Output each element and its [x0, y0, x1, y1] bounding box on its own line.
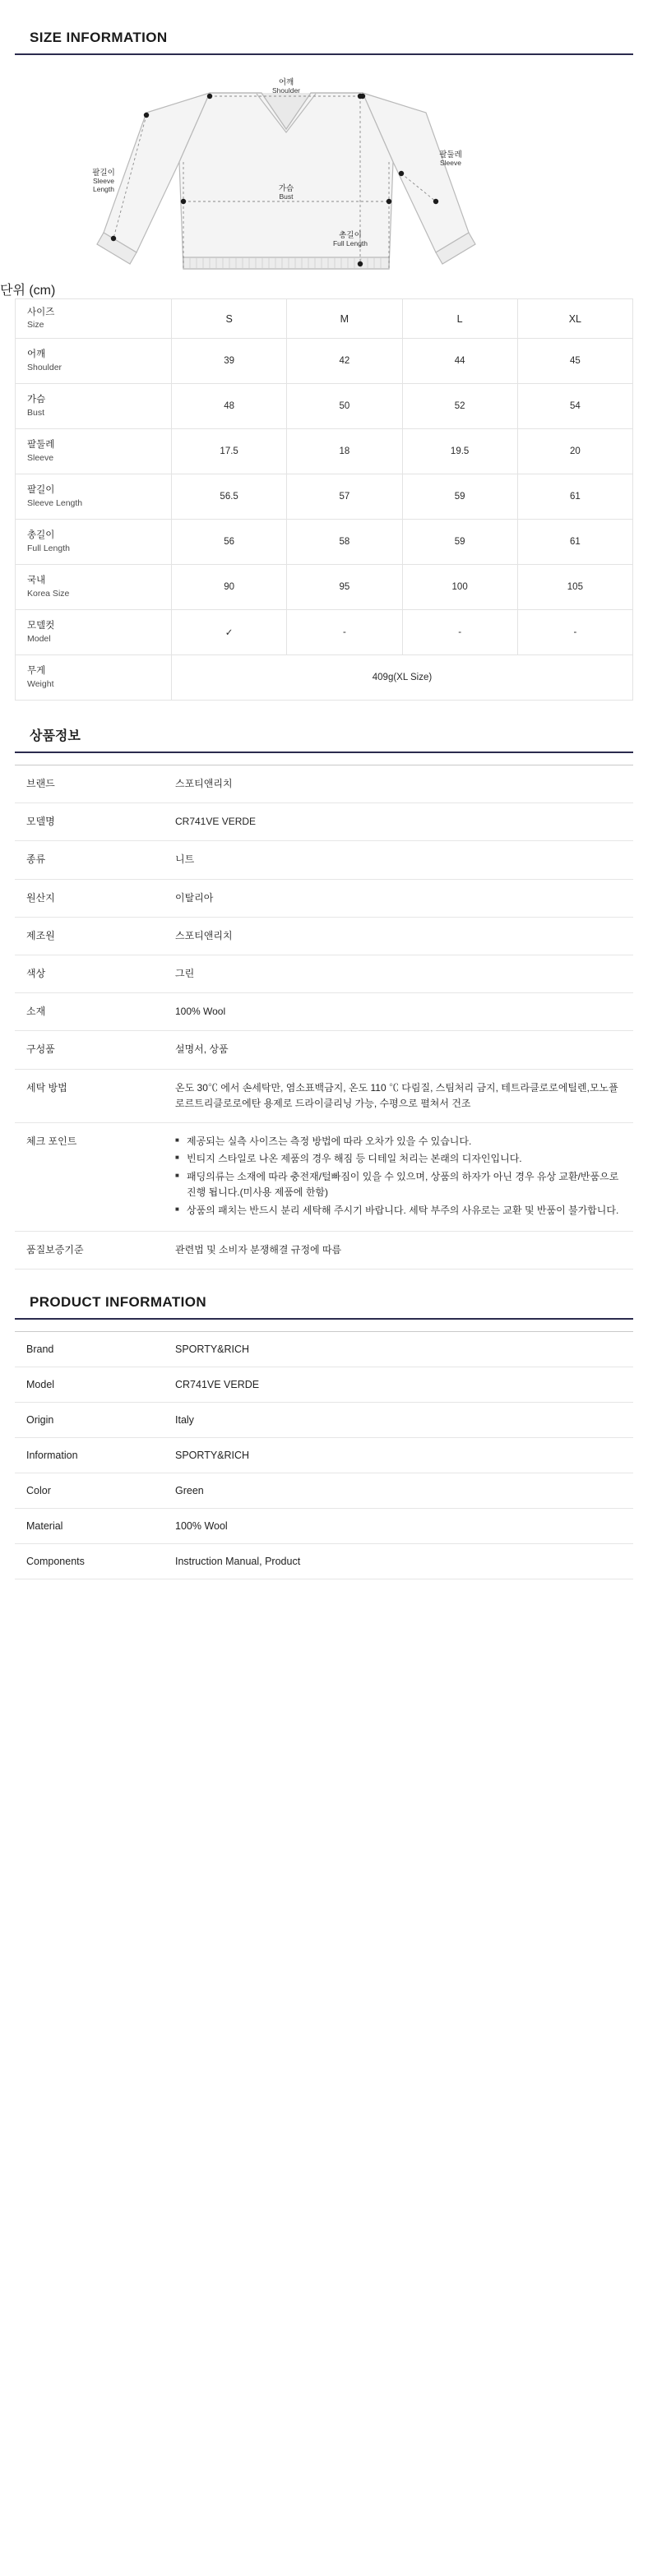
cell-model-s: ✓: [172, 610, 287, 655]
cell-korea-xl: 105: [517, 565, 632, 610]
table-row: [15, 1509, 633, 1544]
pi-value-information: SPORTY&RICH: [175, 1438, 633, 1473]
table-row: [15, 879, 633, 917]
row-header-weight: [16, 655, 172, 701]
cell-sleeve-s: 17.5: [172, 429, 287, 474]
cell-model-l: -: [402, 610, 517, 655]
cell-sleeve-length-l: 59: [402, 474, 517, 520]
pi-key-components: Components: [15, 1544, 175, 1579]
info-key-manufacturer: 제조원: [15, 917, 175, 955]
row-label-ko: 어깨: [27, 349, 46, 360]
row-label-ko: 총길이: [27, 530, 55, 541]
cell-full-length-xl: 61: [517, 520, 632, 565]
pi-value-brand: SPORTY&RICH: [175, 1332, 633, 1367]
table-row: [16, 339, 633, 384]
cell-shoulder-xl: 45: [517, 339, 632, 384]
cell-full-length-m: 58: [287, 520, 402, 565]
table-row: [15, 1332, 633, 1367]
cell-shoulder-l: 44: [402, 339, 517, 384]
info-value-check-points: [175, 1122, 633, 1231]
info-value-material: 100% Wool: [175, 993, 633, 1031]
spacer-after-info-table: [0, 1270, 648, 1294]
label-sleeve-length-en2: Length: [93, 185, 114, 193]
table-row: [15, 803, 633, 841]
info-key-type: 종류: [15, 841, 175, 879]
size-information-heading: SIZE INFORMATION: [15, 30, 633, 55]
table-row: [15, 1232, 633, 1270]
unit-note: 단위 (cm): [0, 284, 56, 298]
list-item: ■ 패딩의류는 소재에 따라 충전재/털빠짐이 있을 수 있으며, 상품의 하자가 아닌 경우 유상 교환/반품으로 진행 됩니다.(미사용 제품에 한함): [175, 1169, 622, 1201]
info-value-manufacturer: 스포티앤리치: [175, 917, 633, 955]
table-row: [16, 429, 633, 474]
label-full-length-en: Full Length: [332, 239, 368, 247]
pi-key-color: Color: [15, 1473, 175, 1509]
info-key-quality-warranty: 품질보증기준: [15, 1232, 175, 1270]
row-label-en: Model: [27, 633, 51, 644]
label-sleeve-length-en1: Sleeve: [93, 177, 114, 185]
info-key-wash: 세탁 방법: [15, 1069, 175, 1122]
cell-model-xl: -: [517, 610, 632, 655]
cell-sleeve-length-m: 57: [287, 474, 402, 520]
size-table-header-row: [16, 299, 633, 339]
cell-full-length-s: 56: [172, 520, 287, 565]
list-item: ■ 상품의 패치는 반드시 분리 세탁해 주시기 바랍니다. 세탁 부주의 사유로는 교환 및 반품이 불가합니다.: [175, 1203, 622, 1219]
row-header-model: [16, 610, 172, 655]
cell-bust-xl: 54: [517, 384, 632, 429]
row-label-ko: 가슴: [27, 395, 46, 405]
table-row: [15, 1367, 633, 1403]
product-info-table-ko: [15, 765, 633, 1270]
top-spacer: [0, 0, 648, 30]
size-table-corner-cell: [16, 299, 172, 339]
row-label-ko: 팔길이: [27, 485, 55, 496]
table-row: [15, 1438, 633, 1473]
row-label-en: Weight: [27, 678, 54, 689]
row-label-ko: 무게: [27, 666, 46, 677]
row-header-sleeve: [16, 429, 172, 474]
table-row: [16, 565, 633, 610]
table-row: [15, 1069, 633, 1122]
table-row: [15, 1403, 633, 1438]
label-sleeve-ko: 팔둘레: [439, 150, 462, 160]
row-label-ko: 팔둘레: [27, 440, 55, 451]
label-shoulder-ko: 어깨: [278, 78, 294, 87]
pi-key-information: Information: [15, 1438, 175, 1473]
list-item: ■ 빈티지 스타일로 나온 제품의 경우 해짐 등 디테일 처리는 본래의 디자인입니다.: [175, 1151, 622, 1167]
info-value-color: 그린: [175, 955, 633, 992]
table-row-weight: [16, 655, 633, 701]
cell-shoulder-m: 42: [287, 339, 402, 384]
cell-shoulder-s: 39: [172, 339, 287, 384]
row-header-sleeve-length: [16, 474, 172, 520]
pi-value-components: Instruction Manual, Product: [175, 1544, 633, 1579]
row-label-ko: 모델컷: [27, 621, 55, 631]
pi-value-color: Green: [175, 1473, 633, 1509]
pi-value-material: 100% Wool: [175, 1509, 633, 1544]
row-header-full-length: [16, 520, 172, 565]
table-row: [15, 955, 633, 992]
row-label-ko: 국내: [27, 576, 46, 586]
info-key-material: 소재: [15, 993, 175, 1031]
cell-weight-value: 409g(XL Size): [172, 655, 633, 701]
info-value-wash: 온도 30℃ 에서 손세탁만, 염소표백금지, 온도 110 ℃ 다림질, 스팀처리 금지, 테트라클로로에틸렌,모노플로르트리클로로에탄 용제로 드라이클리닝 가능, 수평으로 펼쳐서 건조: [175, 1069, 633, 1122]
spacer-product-information: [0, 1320, 648, 1331]
size-col-xl: XL: [517, 299, 632, 339]
pi-value-origin: Italy: [175, 1403, 633, 1438]
row-header-bust: [16, 384, 172, 429]
cell-sleeve-m: 18: [287, 429, 402, 474]
info-key-model: 모델명: [15, 803, 175, 841]
table-row: [15, 1473, 633, 1509]
info-value-components: 설명서, 상품: [175, 1031, 633, 1069]
list-item: ■ 제공되는 실측 사이즈는 측정 방법에 따라 오차가 있을 수 있습니다.: [175, 1134, 622, 1149]
cell-sleeve-length-xl: 61: [517, 474, 632, 520]
cell-korea-s: 90: [172, 565, 287, 610]
row-label-en: Full Length: [27, 543, 70, 553]
product-info-heading-ko: 상품정보: [15, 725, 633, 753]
row-label-en: Sleeve: [27, 452, 54, 463]
check-point-list: [175, 1134, 622, 1219]
cell-bust-l: 52: [402, 384, 517, 429]
info-key-origin: 원산지: [15, 879, 175, 917]
size-col-l: L: [402, 299, 517, 339]
table-row: [15, 1544, 633, 1579]
row-header-shoulder: [16, 339, 172, 384]
table-row: [15, 765, 633, 803]
label-full-length-ko: 총길이: [339, 231, 362, 240]
row-header-korea-size: [16, 565, 172, 610]
row-label-en: Korea Size: [27, 588, 70, 599]
label-shoulder-en: Shoulder: [271, 86, 301, 95]
table-row: [15, 917, 633, 955]
cell-sleeve-xl: 20: [517, 429, 632, 474]
table-row: [16, 610, 633, 655]
cell-full-length-l: 59: [402, 520, 517, 565]
info-value-origin: 이탈리아: [175, 879, 633, 917]
label-sleeve-length-ko: 팔길이: [92, 169, 115, 178]
label-bust-ko: 가슴: [278, 184, 294, 193]
pi-value-model: CR741VE VERDE: [175, 1367, 633, 1403]
cell-bust-m: 50: [287, 384, 402, 429]
product-information-table-en: [15, 1331, 633, 1579]
label-bust-en: Bust: [279, 192, 294, 201]
table-row: [15, 841, 633, 879]
sweater-diagram-svg: [15, 70, 633, 275]
info-key-brand: 브랜드: [15, 765, 175, 803]
cell-korea-l: 100: [402, 565, 517, 610]
size-label-ko: 사이즈: [27, 307, 55, 317]
info-value-quality-warranty: 관련법 및 소비자 분쟁해결 규정에 따름: [175, 1232, 633, 1270]
cell-bust-s: 48: [172, 384, 287, 429]
size-col-s: S: [172, 299, 287, 339]
table-row: [16, 474, 633, 520]
size-table: [15, 298, 633, 701]
pi-key-model: Model: [15, 1367, 175, 1403]
table-row: [16, 520, 633, 565]
info-value-type: 니트: [175, 841, 633, 879]
cell-sleeve-l: 19.5: [402, 429, 517, 474]
garment-measurement-diagram: [15, 55, 633, 280]
pi-key-origin: Origin: [15, 1403, 175, 1438]
cell-model-m: -: [287, 610, 402, 655]
pi-key-material: Material: [15, 1509, 175, 1544]
product-information-heading-en: PRODUCT INFORMATION: [15, 1294, 633, 1320]
info-value-model: CR741VE VERDE: [175, 803, 633, 841]
info-key-components: 구성품: [15, 1031, 175, 1069]
table-row: [15, 993, 633, 1031]
table-row: [16, 384, 633, 429]
label-sleeve-en: Sleeve: [440, 159, 461, 167]
info-value-brand: 스포티앤리치: [175, 765, 633, 803]
table-row: [15, 1031, 633, 1069]
size-label-en: Size: [27, 320, 44, 331]
row-label-en: Bust: [27, 407, 45, 418]
cell-korea-m: 95: [287, 565, 402, 610]
size-col-m: M: [287, 299, 402, 339]
table-row: [15, 1122, 633, 1231]
info-key-color: 색상: [15, 955, 175, 992]
cell-sleeve-length-s: 56.5: [172, 474, 287, 520]
info-key-check-points: 체크 포인트: [15, 1122, 175, 1231]
spacer-product-info: [0, 753, 648, 765]
pi-key-brand: Brand: [15, 1332, 175, 1367]
row-label-en: Sleeve Length: [27, 497, 83, 508]
row-label-en: Shoulder: [27, 362, 62, 372]
spacer-after-size-table: [0, 701, 648, 725]
